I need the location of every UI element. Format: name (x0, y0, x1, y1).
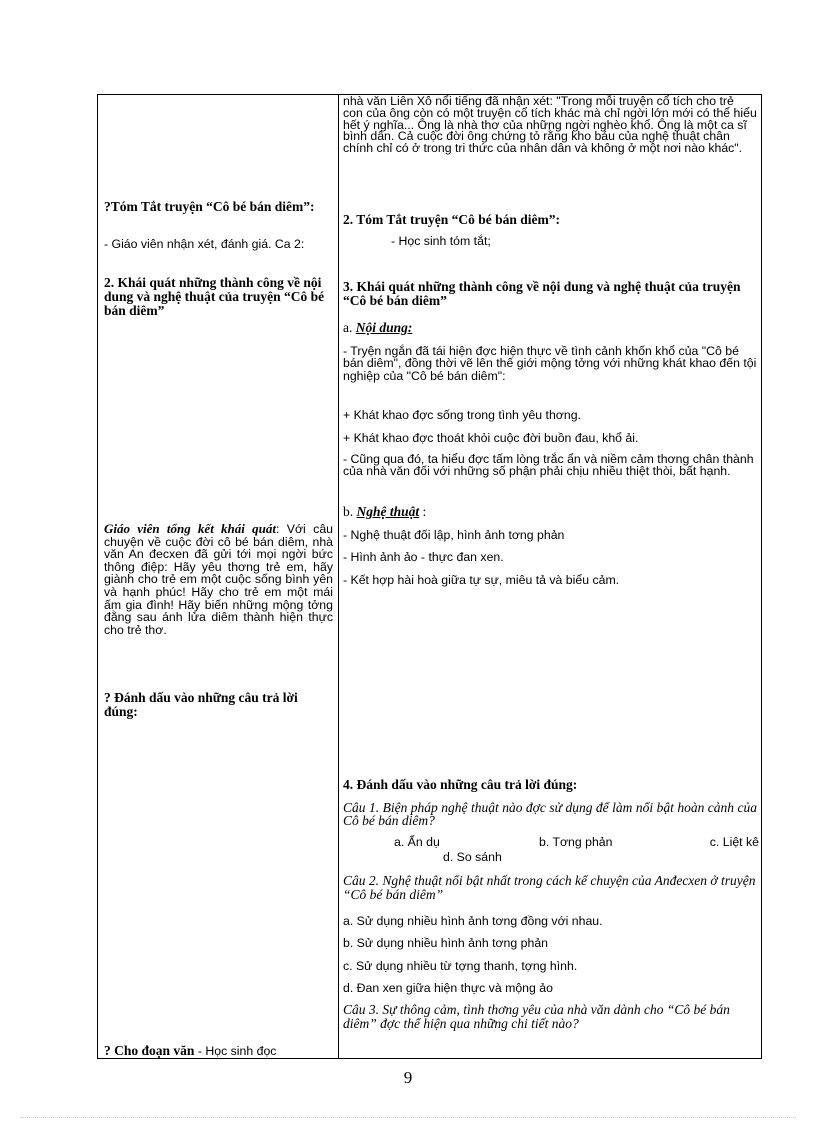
content-para-3: + Khát khao đợc thoát khỏi cuộc đời buồn đau, khổ ải. (343, 431, 639, 445)
art-suffix: : (419, 504, 427, 519)
content-prefix: a. (343, 320, 356, 335)
art-para-3: - Kết hợp hài hoà giữa tự sự, miêu tả và biểu cảm. (343, 573, 620, 587)
q1-option-d: d. So sánh (443, 850, 502, 864)
question-passage-label: ? Cho đoạn văn (104, 1043, 195, 1058)
q1-option-c: c. Liệt kê (709, 835, 759, 849)
q2-option-d: d. Đan xen giữa hiện thực và mộng ảo (343, 981, 553, 995)
q1-option-a: a. Ẩn dụ (394, 835, 440, 849)
art-para-1: - Nghệ thuật đối lập, hình ảnh tơng phản (343, 528, 565, 542)
teacher-summary-text: : Với câu chuyện về cuộc đời cô bé bán diêm, nhà văn An đecxen đã gửi tới mọi ngời bức thông điệp: Hãy yêu thơng trẻ em, hãy giành cho trẻ em một cuộc sống bình yên và hạnh phúc! Hãy cho trẻ em một mái ấm gia đình! Hãy biến những mộng tởng đằng sau ánh lửa diêm thành hiện thực cho trẻ thơ. (104, 522, 333, 637)
teacher-summary-label: Giáo viên tổng kết khái quát (104, 521, 276, 536)
lesson-table (97, 94, 762, 1059)
question-3: Câu 3. Sự thông cảm, tình thơng yêu của nhà văn dành cho “Cô bé bán diêm” đợc thể hiện qua những chi tiết nào? (343, 1002, 730, 1031)
art-label: Nghệ thuật (356, 504, 420, 519)
content-para-4: - Cũng qua đó, ta hiểu đợc tấm lòng trắc ẩn và niềm cảm thơng chân thành của nhà văn đối với những số phận phải chịu nhiều thiệt thòi, bất hạnh. (343, 452, 754, 479)
teacher-column (98, 95, 338, 1058)
intro-quote: nhà văn Liên Xô nổi tiếng đã nhận xét: "Trong mỗi truyện cổ tích cho trẻ con của ông còn có một truyện cổ tích khác mà chỉ ngời lớn mới có thể hiểu hết ý nghĩa... Ông là nhà thơ của những ngời nghèo khổ. Ông là một ca sĩ bình dân. Cả cuộc đời ông chứng tỏ rằng kho báu của nghệ thuật chân chính chỉ có ở trong tri thức của nhân dân và không ở một nơi nào khác". (343, 94, 757, 156)
content-para-1: - Tryện ngắn đã tái hiện đợc hiện thực về tình cảnh khốn khổ của "Cô bé bán diêm", đồng thời vẽ lên thế giới mộng tởng với những khát khao đến tội nghiệp của "Cô bé bán diêm": (343, 344, 757, 383)
left-heading-2: 2. Khái quát những thành công về nội dung và nghệ thuật của truyện “Cô bé bán diêm” (104, 275, 325, 318)
right-heading-2: 2. Tóm Tắt truyện “Cô bé bán diêm”: (343, 212, 561, 227)
content-heading (343, 321, 757, 334)
content-label: Nội dung: (355, 320, 413, 335)
page-number: 9 (403, 1068, 413, 1087)
left-question-mark-answers: ? Đánh dấu vào những câu trả lời đúng: (104, 690, 298, 719)
content-para-2: + Khát khao đợc sống trong tình yêu thơng. (343, 408, 581, 422)
page-bottom-rule (20, 1117, 796, 1118)
q2-option-a: a. Sử dụng nhiều hình ảnh tơng đồng với nhau. (343, 914, 603, 928)
art-para-2: - Hình ảnh ảo - thực đan xen. (343, 550, 504, 564)
question-2: Câu 2. Nghệ thuật nổi bật nhất trong cách kể chuyện của Anđecxen ở truyện “Cô bé bán diêm” (343, 873, 756, 902)
art-prefix: b. (343, 504, 357, 519)
student-read-label: - Học sinh đọc (194, 1044, 277, 1058)
q1-option-b: b. Tơng phản (539, 835, 613, 849)
q2-option-c: c. Sử dụng nhiều từ tợng thanh, tợng hình. (343, 959, 578, 973)
student-summary: - Học sinh tóm tắt; (391, 234, 491, 248)
right-heading-3: 3. Khái quát những thành công về nội dung và nghệ thuật của truyện “Cô bé bán diêm” (343, 279, 741, 308)
teacher-summary (104, 523, 333, 636)
question-summary: ?Tóm Tắt truyện “Cô bé bán diêm”: (104, 199, 315, 214)
question-passage (104, 1044, 336, 1058)
art-heading (343, 505, 757, 518)
question-1: Câu 1. Biện pháp nghệ thuật nào đợc sử dụng để làm nổi bật hoàn cảnh của Cô bé bán diêm? (343, 800, 757, 828)
q2-option-b: b. Sử dụng nhiều hình ảnh tơng phản (343, 936, 549, 950)
right-heading-4: 4. Đánh dấu vào những câu trả lời đúng: (343, 777, 578, 792)
teacher-comment: - Giáo viên nhận xét, đánh giá. Ca 2: (104, 237, 305, 251)
content-column (339, 95, 763, 1058)
